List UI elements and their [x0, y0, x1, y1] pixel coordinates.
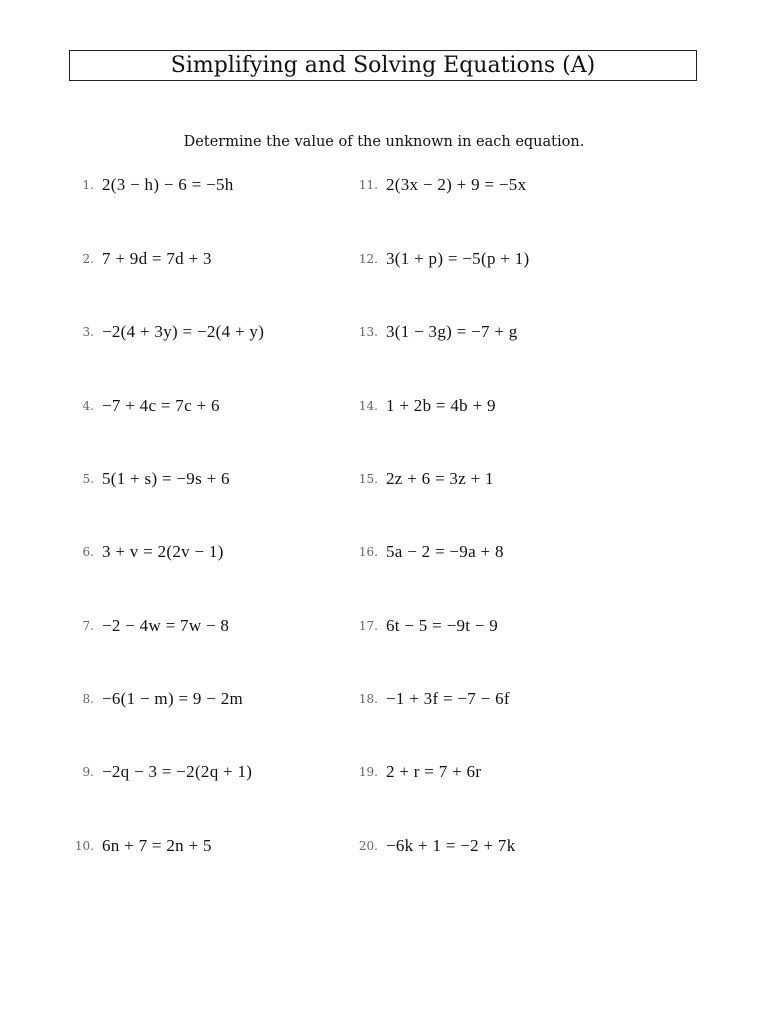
problem-number: 7. [82, 619, 94, 633]
problem-number: 15. [358, 472, 378, 486]
problem-equation: 2 + r = 7 + 6r [386, 762, 482, 781]
problem-equation: −6k + 1 = −2 + 7k [386, 836, 516, 855]
problem-number: 10. [74, 839, 94, 853]
problem-number: 17. [358, 619, 378, 633]
problem-item [60, 246, 212, 272]
problem-item [344, 833, 516, 859]
problem-number: 4. [82, 399, 94, 413]
problem-equation: 2(3 − h) − 6 = −5h [102, 175, 234, 194]
problem-equation: 6t − 5 = −9t − 9 [386, 616, 499, 635]
problem-item [60, 539, 224, 565]
problem-equation: 1 + 2b = 4b + 9 [386, 396, 496, 415]
problem-number: 12. [358, 252, 378, 266]
problem-item [344, 172, 526, 198]
problem-equation: 3(1 − 3g) = −7 + g [386, 322, 518, 341]
problem-equation: −7 + 4c = 7c + 6 [102, 396, 220, 415]
problem-number: 9. [82, 765, 94, 779]
problem-number: 8. [82, 692, 94, 706]
problem-equation: −2 − 4w = 7w − 8 [102, 616, 230, 635]
problem-number: 19. [358, 765, 378, 779]
problem-equation: 6n + 7 = 2n + 5 [102, 836, 212, 855]
problem-number: 5. [82, 472, 94, 486]
problem-item [60, 833, 212, 859]
problem-equation: −1 + 3f = −7 − 6f [386, 689, 510, 708]
problem-item [344, 759, 481, 785]
problem-item [344, 539, 504, 565]
problem-equation: −2(4 + 3y) = −2(4 + y) [102, 322, 265, 341]
problem-equation: −6(1 − m) = 9 − 2m [102, 689, 244, 708]
problem-item [60, 466, 230, 492]
problem-number: 11. [358, 178, 378, 192]
problem-equation: 5a − 2 = −9a + 8 [386, 542, 504, 561]
problem-item [344, 393, 496, 419]
problem-item [344, 246, 530, 272]
problem-number: 3. [82, 325, 94, 339]
problem-item [344, 466, 494, 492]
instructions-text: Determine the value of the unknown in each equation. [183, 134, 585, 150]
problem-item [60, 613, 229, 639]
problem-equation: 3 + v = 2(2v − 1) [102, 542, 224, 561]
problem-item [60, 686, 243, 712]
problem-number: 2. [82, 252, 94, 266]
problem-item [60, 759, 252, 785]
problem-item [60, 319, 264, 345]
problem-equation: 3(1 + p) = −5(p + 1) [386, 249, 530, 268]
problem-number: 6. [82, 545, 94, 559]
problem-equation: 5(1 + s) = −9s + 6 [102, 469, 230, 488]
problem-number: 16. [358, 545, 378, 559]
problem-item [344, 319, 518, 345]
problem-number: 20. [358, 839, 378, 853]
problem-item [60, 172, 234, 198]
problem-item [60, 393, 220, 419]
problem-equation: 7 + 9d = 7d + 3 [102, 249, 212, 268]
problem-equation: 2(3x − 2) + 9 = −5x [386, 175, 527, 194]
problem-item [344, 613, 498, 639]
problem-equation: −2q − 3 = −2(2q + 1) [102, 762, 253, 781]
problem-number: 13. [358, 325, 378, 339]
problem-number: 14. [358, 399, 378, 413]
problem-equation: 2z + 6 = 3z + 1 [386, 469, 494, 488]
problem-item [344, 686, 510, 712]
problem-number: 18. [358, 692, 378, 706]
worksheet-title: Simplifying and Solving Equations (A) [69, 50, 697, 81]
problem-number: 1. [82, 178, 94, 192]
